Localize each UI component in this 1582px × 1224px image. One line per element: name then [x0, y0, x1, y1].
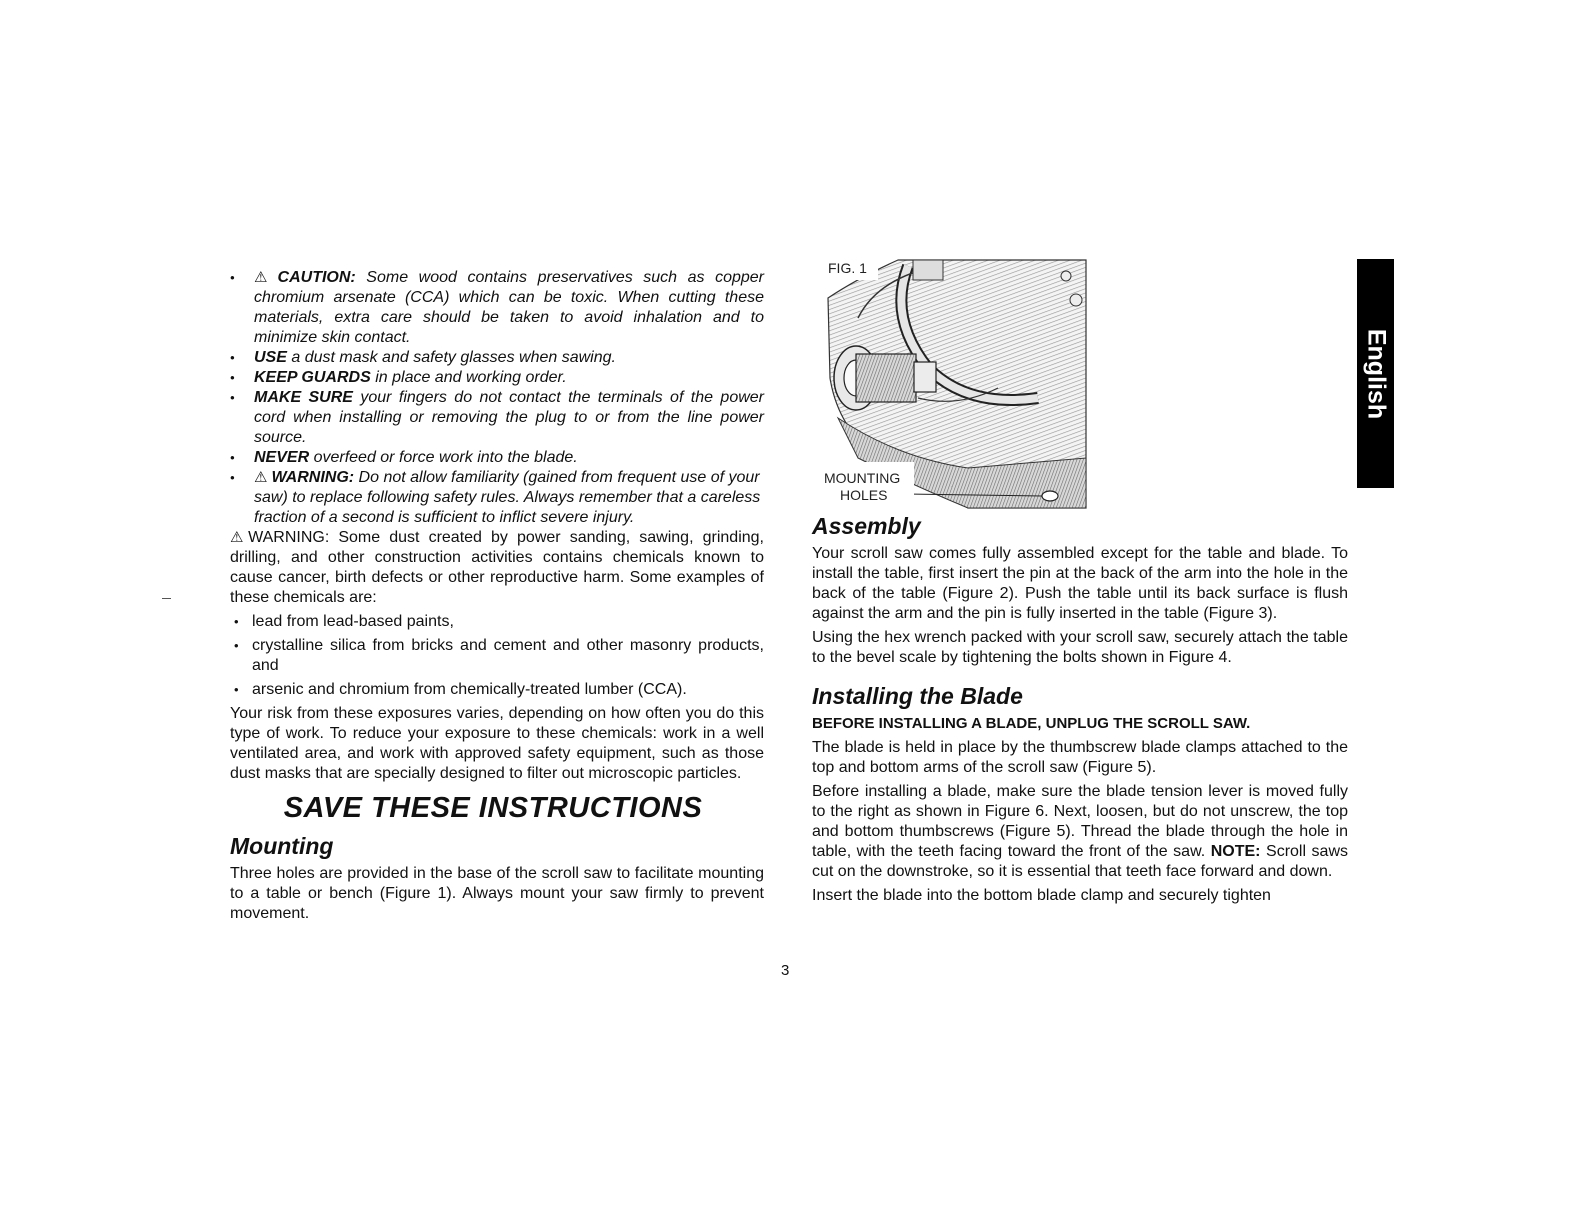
warning-triangle-icon: ⚠	[254, 269, 274, 286]
bullet-text: a dust mask and safety glasses when sawing.	[286, 349, 616, 366]
bullet-lead: WARNING:	[271, 469, 355, 486]
safety-bullet-list	[230, 268, 764, 528]
chemical-list	[230, 612, 764, 700]
chemical-item: • arsenic and chromium from chemically-treated lumber (CCA).	[230, 680, 764, 700]
bullet-text: your fingers do not contact the terminals of the power cord when installing or removing the plug to or from the line power source.	[254, 389, 764, 446]
warning-triangle-icon: ⚠	[230, 529, 249, 546]
language-tab	[1357, 259, 1394, 488]
blade-paragraph: Insert the blade into the bottom blade clamp and securely tighten	[812, 887, 1271, 904]
bullet-text: overfeed or force work into the blade.	[309, 449, 578, 466]
left-column	[230, 268, 764, 928]
blade-paragraph: The blade is held in place by the thumbscrew blade clamps attached to the top and bottom arms of the scroll saw (Figure 5).	[812, 739, 1348, 776]
unplug-instruction: BEFORE INSTALLING A BLADE, UNPLUG THE SCROLL SAW.	[812, 715, 1251, 732]
safety-bullet	[230, 368, 764, 388]
dust-warning-paragraph	[230, 528, 764, 608]
language-tab-label: English	[1362, 328, 1390, 419]
safety-bullet	[230, 268, 764, 348]
assembly-paragraph: Using the hex wrench packed with your scroll saw, securely attach the table to the bevel scale by tightening the bolts shown in Figure 4.	[812, 629, 1348, 666]
installing-blade-heading: Installing the Blade	[812, 683, 1023, 709]
figure-label: FIG. 1	[828, 260, 867, 276]
risk-paragraph: Your risk from these exposures varies, depending on how often you do this type of work. To reduce your exposure to these chemicals: work in a well ventilated area, and work with approved safety equipment, such as those dust masks that are specially designed to filter out microscopic particles.	[230, 705, 764, 782]
bullet-lead: KEEP GUARDS	[254, 369, 371, 386]
safety-bullet	[230, 348, 764, 368]
chemical-item: • lead from lead-based paints,	[230, 612, 764, 632]
page-number: 3	[781, 962, 790, 979]
right-column	[812, 508, 1348, 910]
bullet-text: in place and working order.	[370, 369, 567, 386]
assembly-heading: Assembly	[812, 513, 921, 539]
safety-bullet	[230, 388, 764, 448]
bullet-lead: MAKE SURE	[254, 389, 353, 406]
bullet-lead: USE	[254, 349, 287, 366]
blade-paragraph	[812, 782, 1348, 882]
bullet-text: Do not allow familiarity (gained from frequent use of your saw) to replace following safety rules. Always remember that a careless fraction of a second is sufficient to inflict severe injury.	[254, 469, 761, 526]
safety-bullet	[230, 448, 764, 468]
mounting-holes-callout: MOUNTING	[824, 470, 901, 486]
blade-text: Scroll saws cut on the downstroke, so it is essential that teeth face forward and down.	[812, 843, 1348, 880]
mounting-paragraph: Three holes are provided in the base of the scroll saw to facilitate mounting to a table or bench (Figure 1). Always mount your saw firmly to prevent movement.	[230, 865, 764, 922]
save-instructions-title: SAVE THESE INSTRUCTIONS	[283, 792, 703, 824]
margin-mark	[162, 598, 171, 599]
chemical-item: • crystalline silica from bricks and cement and other masonry products, and	[230, 636, 764, 676]
assembly-paragraph: Your scroll saw comes fully assembled except for the table and blade. To install the table, first insert the pin at the back of the arm into the hole in the back of the table (Figure 2). Push the table until its back surface is flush against the arm and the pin is fully inserted in the table (Figure 3).	[812, 545, 1348, 622]
mounting-holes-callout: HOLES	[840, 487, 888, 503]
figure-1	[818, 258, 1088, 510]
safety-bullet	[230, 468, 764, 528]
bullet-lead: CAUTION:	[277, 269, 356, 286]
dust-warning-text: WARNING: Some dust created by power sanding, sawing, grinding, drilling, and other construction activities contains chemicals known to cause cancer, birth defects or other reproductive harm. Some examples of these chemicals are:	[230, 529, 764, 606]
bullet-text: Some wood contains preservatives such as copper chromium arsenate (CCA) which can be toxic. When cutting these materials, extra care should be taken to avoid inhalation and to minimize skin contact.	[254, 269, 764, 346]
note-label: NOTE:	[1210, 843, 1261, 860]
bullet-lead: NEVER	[254, 449, 310, 466]
warning-triangle-icon: ⚠	[254, 469, 268, 486]
blade-text: Before installing a blade, make sure the blade tension lever is moved fully to the right as shown in Figure 6. Next, loosen, but do not unscrew, the top and bottom thumbscrews (Figure 5). Thread the blade through the hole in table, with the teeth facing toward the front of the saw.	[812, 783, 1348, 860]
mounting-heading: Mounting	[230, 833, 334, 859]
